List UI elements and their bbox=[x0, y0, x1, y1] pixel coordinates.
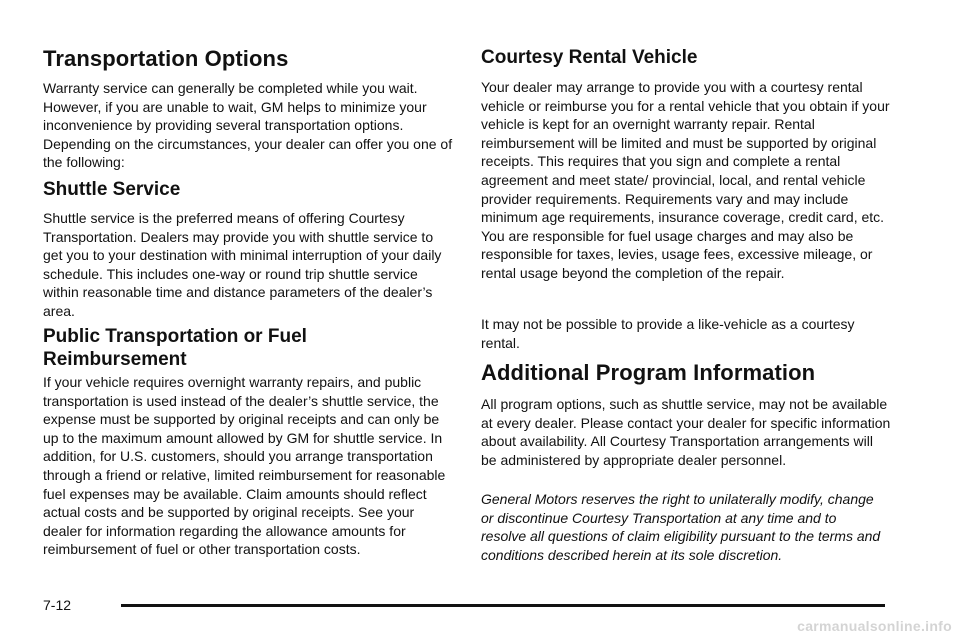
footer-rule bbox=[121, 604, 885, 607]
shuttle-service-body: Shuttle service is the preferred means of offering Courtesy Transportation. Dealers may provide you with shuttle service to get you to your destination with minimal interruption of your daily schedule. This includes one-way or round trip shuttle service within reasonable time and distance parameters of the dealer’s area. bbox=[43, 210, 442, 319]
courtesy-rental-heading: Courtesy Rental Vehicle bbox=[481, 47, 698, 68]
public-transportation-heading: Public Transportation or Fuel Reimbursement bbox=[43, 326, 307, 370]
shuttle-service-heading: Shuttle Service bbox=[43, 179, 181, 200]
courtesy-rental-body-2: It may not be possible to provide a like-vehicle as a courtesy rental. bbox=[481, 316, 855, 351]
transportation-options-heading: Transportation Options bbox=[43, 46, 289, 71]
additional-info-body: All program options, such as shuttle service, may not be available at every dealer. Please contact your dealer for specific information about availability. All Courtesy Transportation arrangements will be administered by appropriate dealer personnel. bbox=[481, 396, 891, 468]
disclaimer-text: General Motors reserves the right to unilaterally modify, change or discontinue Courtesy Transportation at any time and to resolve all questions of claim eligibility pursuant to the terms and conditions described herein at its sole discretion. bbox=[481, 491, 881, 563]
transportation-options-body: Warranty service can generally be completed while you wait. However, if you are unable to wait, GM helps to minimize your inconvenience by providing several transportation options. Depending on the circumstances, your dealer can offer you one of the following: bbox=[43, 80, 453, 171]
public-transportation-body: If your vehicle requires overnight warranty repairs, and public transportation is used instead of the dealer’s shuttle service, the expense must be supported by original receipts and can only be up to the maximum amount allowed by GM for shuttle service. In addition, for U.S. customers, should you arrange transportation through a friend or relative, limited reimbursement for reasonable fuel expenses may be available. Claim amounts should reflect actual costs and be supported by original receipts. See your dealer for information regarding the allowance amounts for reimbursement of fuel or other transportation costs. bbox=[43, 374, 446, 558]
watermark: carmanualsonline.info bbox=[797, 618, 952, 634]
courtesy-rental-body: Your dealer may arrange to provide you with a courtesy rental vehicle or reimburse you for a rental vehicle that you obtain if your vehicle is kept for an overnight warranty repair. Rental reimbursement will be limited and must be supported by original receipts. This requires that you sign and complete a rental agreement and meet state/ provincial, local, and rental vehicle provider requirements. Requirements vary and may include minimum age requirements, insurance coverage, credit card, etc. You are responsible for fuel usage charges and may also be responsible for taxes, levies, usage fees, excessive mileage, or rental usage beyond the completion of the repair. bbox=[481, 79, 890, 281]
additional-info-heading: Additional Program Information bbox=[481, 360, 816, 385]
page-number: 7-12 bbox=[43, 597, 72, 613]
